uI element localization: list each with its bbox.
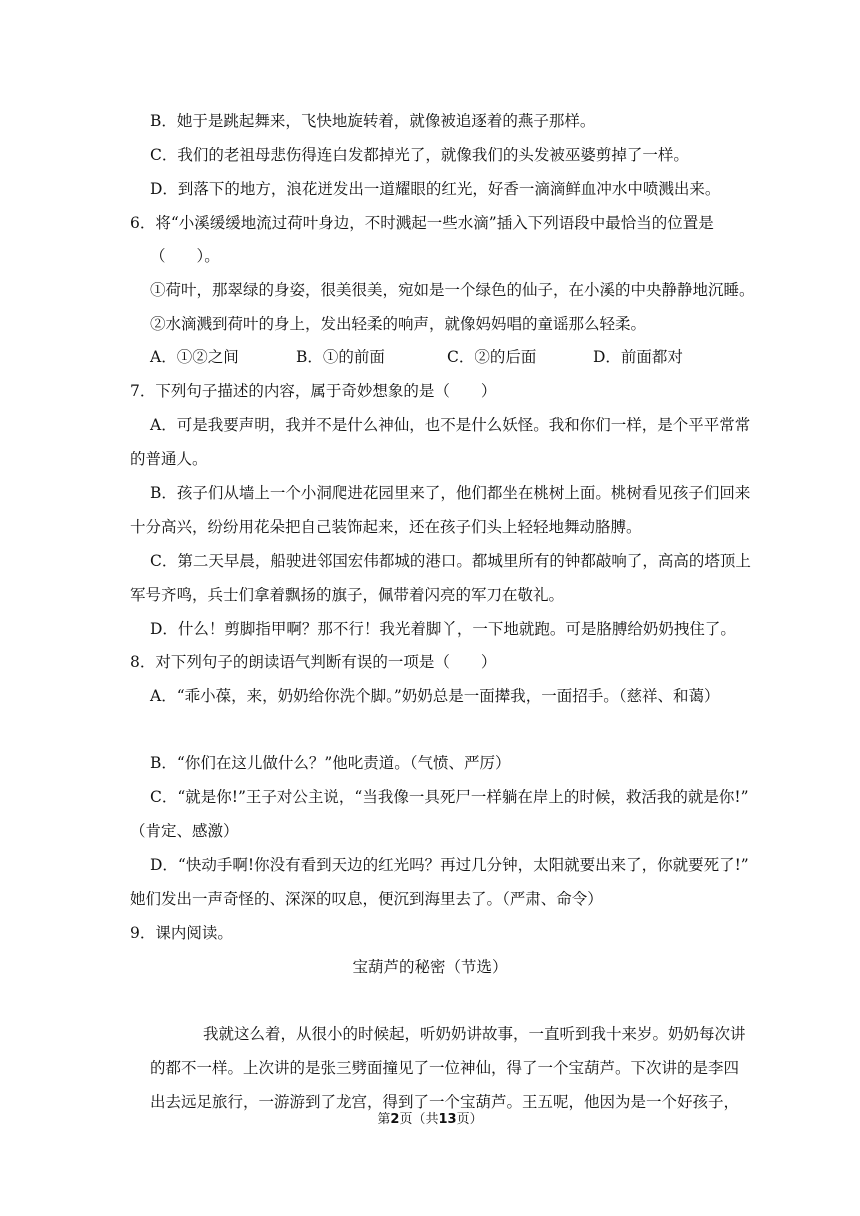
footer-page-number: 2: [390, 1112, 400, 1127]
q8-stem: 8．对下列句子的朗读语气判断有误的一项是（ ）: [130, 653, 497, 671]
q8-option-a: A．“乖小葆，来，奶奶给你洗个脚。”奶奶总是一面撵我，一面招手。（慈祥、和蔼）: [150, 687, 720, 705]
q7-option-b: B．孩子们从墙上一个小洞爬进花园里来了，他们都坐在桃树上面。桃树看见孩子们回来: [150, 484, 751, 502]
q7-option-d: D．什么！剪脚指甲啊？那不行！我光着脚丫，一下地就跑。可是胳膊给奶奶拽住了。: [150, 620, 736, 638]
q6-option-b: B．①的前面: [296, 348, 385, 366]
footer-suffix: 页）: [456, 1112, 483, 1127]
q8-option-b: B．“你们在这儿做什么？”他叱责道。（气愤、严厉）: [150, 754, 511, 772]
q5-option-c: C．我们的老祖母悲伤得连白发都掉光了，就像我们的头发被巫婆剪掉了一样。: [150, 146, 689, 164]
q6-answer-blank: （ ）。: [150, 247, 220, 265]
passage-line-2: 的都不一样。上次讲的是张三劈面撞见了一位神仙，得了一个宝葫芦。下次讲的是李四: [150, 1059, 740, 1077]
footer-prefix: 第: [377, 1112, 391, 1127]
q7-stem: 7．下列句子描述的内容，属于奇妙想象的是（ ）: [130, 382, 497, 400]
passage-title: 宝葫芦的秘密（节选）: [352, 958, 508, 976]
q6-sentence-1: ①荷叶，那翠绿的身姿，很美很美，宛如是一个绿色的仙子，在小溪的中央静静地沉睡。: [150, 281, 755, 299]
passage-line-1: 我就这么着，从很小的时候起，听奶奶讲故事，一直听到我十来岁。奶奶每次讲: [203, 1025, 746, 1043]
q7-option-a-cont: 的普通人。: [130, 450, 208, 468]
q6-option-a: A．①②之间: [150, 348, 239, 366]
q6-sentence-2: ②水滴溅到荷叶的身上，发出轻柔的响声，就像妈妈唱的童谣那么轻柔。: [150, 315, 647, 333]
q7-option-c: C．第二天早晨，船驶进邻国宏伟都城的港口。都城里所有的钟都敲响了，高高的塔顶上: [150, 552, 751, 570]
q7-option-b-cont: 十分高兴，纷纷用花朵把自己装饰起来，还在孩子们头上轻轻地舞动胳膊。: [130, 518, 642, 536]
q5-option-b: B．她于是跳起舞来，飞快地旋转着，就像被追逐着的燕子那样。: [150, 112, 596, 130]
footer-mid: 页（共: [399, 1112, 439, 1127]
q8-option-d: D．“快动手啊!你没有看到天边的红光吗？再过几分钟，太阳就要出来了，你就要死了!”: [150, 856, 749, 874]
q9-stem: 9．课内阅读。: [130, 924, 233, 942]
q8-option-c: C．“就是你!”王子对公主说，“当我像一具死尸一样躺在岸上的时候，救活我的就是你!”: [150, 788, 749, 806]
q8-option-d-cont: 她们发出一声奇怪的、深深的叹息，便沉到海里去了。（严肃、命令）: [130, 890, 603, 908]
q6-option-c: C．②的后面: [447, 348, 537, 366]
passage-line-3: 出去远足旅行，一游游到了龙宫，得到了一个宝葫芦。王五呢，他因为是一个好孩子，: [150, 1093, 740, 1111]
q6-stem: 6．将“小溪缓缓地流过荷叶身边，不时溅起一些水滴”插入下列语段中最恰当的位置是: [130, 214, 714, 232]
page-footer: [0, 1112, 860, 1128]
q5-option-d: D．到落下的地方，浪花迸发出一道耀眼的红光，好香一滴滴鲜血冲水中喷溅出来。: [150, 180, 721, 198]
footer-total-pages: 13: [438, 1112, 457, 1127]
q7-option-a: A．可是我要声明，我并不是什么神仙，也不是什么妖怪。我和你们一样，是个平平常常: [150, 416, 751, 434]
q6-option-d: D．前面都对: [593, 348, 683, 366]
q7-option-c-cont: 军号齐鸣，兵士们拿着飘扬的旗子，佩带着闪亮的军刀在敬礼。: [130, 586, 565, 604]
q8-option-c-cont: （肯定、感激）: [130, 822, 239, 840]
